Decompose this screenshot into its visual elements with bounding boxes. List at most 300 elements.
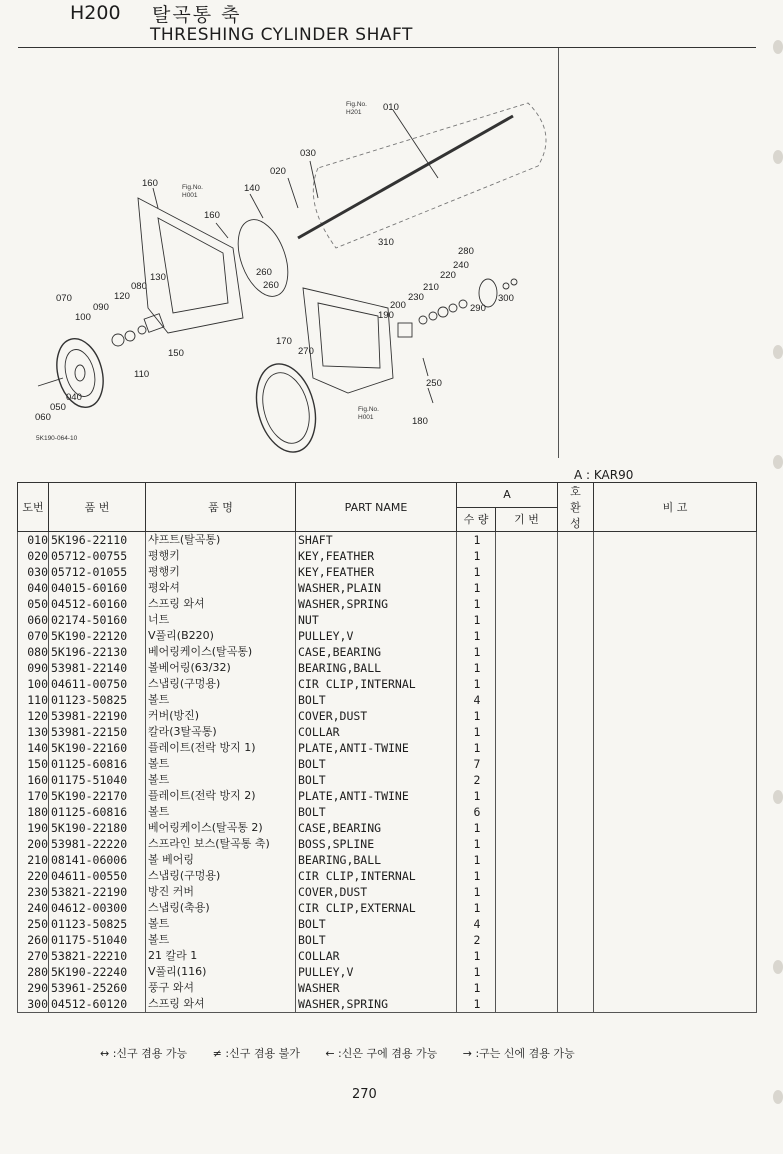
remarks-cell xyxy=(594,596,757,612)
qty-cell: 2 xyxy=(457,932,496,948)
qty-cell: 1 xyxy=(457,580,496,596)
svg-text:030: 030 xyxy=(300,148,316,159)
binder-hole xyxy=(773,1090,783,1104)
part-number-cell: 04611-00750 xyxy=(49,676,146,692)
name-korean-cell: 스냅링(축용) xyxy=(146,900,296,916)
svg-text:160: 160 xyxy=(142,178,158,189)
part-name-cell: SHAFT xyxy=(296,532,457,549)
remarks-cell xyxy=(594,996,757,1013)
exploded-parts-diagram xyxy=(18,48,558,458)
svg-text:260: 260 xyxy=(256,267,272,278)
base-cell xyxy=(496,644,558,660)
part-number-cell: 5K190-22170 xyxy=(49,788,146,804)
base-cell xyxy=(496,884,558,900)
remarks-cell xyxy=(594,980,757,996)
ref-no-cell: 050 xyxy=(18,596,49,612)
ref-no-cell: 160 xyxy=(18,772,49,788)
compat-cell xyxy=(558,820,594,836)
col-part-no: 품 번 xyxy=(49,483,146,532)
part-name-cell: CASE,BEARING xyxy=(296,820,457,836)
diagram-divider xyxy=(558,48,559,458)
base-cell xyxy=(496,836,558,852)
name-korean-cell: 베어링케이스(탈곡통 2) xyxy=(146,820,296,836)
col-part-name: PART NAME xyxy=(296,483,457,532)
name-korean-cell: 볼트 xyxy=(146,932,296,948)
part-number-cell: 01125-60816 xyxy=(49,756,146,772)
base-cell xyxy=(496,692,558,708)
part-name-cell: KEY,FEATHER xyxy=(296,548,457,564)
remarks-cell xyxy=(594,836,757,852)
model-note: A : KAR90 xyxy=(574,468,634,482)
part-name-cell: WASHER,PLAIN xyxy=(296,580,457,596)
compat-cell xyxy=(558,804,594,820)
table-row xyxy=(18,740,757,756)
svg-text:220: 220 xyxy=(440,270,456,281)
part-name-cell: BOLT xyxy=(296,932,457,948)
base-cell xyxy=(496,916,558,932)
svg-text:H201: H201 xyxy=(346,109,362,116)
svg-text:060: 060 xyxy=(35,412,51,423)
compat-cell xyxy=(558,900,594,916)
qty-cell: 1 xyxy=(457,644,496,660)
ref-no-cell: 180 xyxy=(18,804,49,820)
table-row xyxy=(18,868,757,884)
remarks-cell xyxy=(594,932,757,948)
base-cell xyxy=(496,740,558,756)
part-number-cell: 02174-50160 xyxy=(49,612,146,628)
name-korean-cell: V풀리(B220) xyxy=(146,628,296,644)
svg-text:080: 080 xyxy=(131,281,147,292)
part-number-cell: 04611-00550 xyxy=(49,868,146,884)
col-compat: 호환성 xyxy=(558,483,594,532)
part-number-cell: 5K190-22120 xyxy=(49,628,146,644)
part-name-cell: WASHER xyxy=(296,980,457,996)
table-row xyxy=(18,836,757,852)
ref-no-cell: 220 xyxy=(18,868,49,884)
remarks-cell xyxy=(594,788,757,804)
binder-hole xyxy=(773,345,783,359)
compat-cell xyxy=(558,964,594,980)
compat-cell xyxy=(558,692,594,708)
svg-text:190: 190 xyxy=(378,310,394,321)
remarks-cell xyxy=(594,900,757,916)
part-number-cell: 53821-22210 xyxy=(49,948,146,964)
table-row xyxy=(18,532,757,549)
qty-cell: 1 xyxy=(457,900,496,916)
table-row xyxy=(18,852,757,868)
name-korean-cell: 볼트 xyxy=(146,916,296,932)
compat-cell xyxy=(558,884,594,900)
table-row xyxy=(18,612,757,628)
part-name-cell: CIR CLIP,EXTERNAL xyxy=(296,900,457,916)
base-cell xyxy=(496,596,558,612)
base-cell xyxy=(496,548,558,564)
part-name-cell: WASHER,SPRING xyxy=(296,996,457,1013)
ref-no-cell: 300 xyxy=(18,996,49,1013)
part-number-cell: 04512-60160 xyxy=(49,596,146,612)
name-korean-cell: 플레이트(전락 방지 1) xyxy=(146,740,296,756)
compat-cell xyxy=(558,724,594,740)
compat-cell xyxy=(558,564,594,580)
table-row xyxy=(18,564,757,580)
binder-hole xyxy=(773,960,783,974)
part-name-cell: BOLT xyxy=(296,804,457,820)
name-korean-cell: 플레이트(전락 방지 2) xyxy=(146,788,296,804)
table-row xyxy=(18,900,757,916)
binder-hole xyxy=(773,455,783,469)
table-row xyxy=(18,788,757,804)
table-row xyxy=(18,676,757,692)
ref-no-cell: 100 xyxy=(18,676,49,692)
name-korean-cell: 볼트 xyxy=(146,692,296,708)
ref-no-cell: 010 xyxy=(18,532,49,549)
remarks-cell xyxy=(594,708,757,724)
name-korean-cell: 방진 커버 xyxy=(146,884,296,900)
table-row xyxy=(18,804,757,820)
part-number-cell: 5K196-22110 xyxy=(49,532,146,549)
qty-cell: 1 xyxy=(457,596,496,612)
remarks-cell xyxy=(594,772,757,788)
qty-cell: 7 xyxy=(457,756,496,772)
svg-text:130: 130 xyxy=(150,272,166,283)
remarks-cell xyxy=(594,756,757,772)
svg-text:H001: H001 xyxy=(358,414,374,421)
part-name-cell: COVER,DUST xyxy=(296,708,457,724)
part-number-cell: 5K190-22160 xyxy=(49,740,146,756)
qty-cell: 1 xyxy=(457,676,496,692)
legend-item: → :구는 신에 겸용 가능 xyxy=(462,1047,575,1060)
ref-no-cell: 170 xyxy=(18,788,49,804)
col-remarks: 비 고 xyxy=(594,483,757,532)
svg-text:100: 100 xyxy=(75,312,91,323)
base-cell xyxy=(496,724,558,740)
base-cell xyxy=(496,628,558,644)
part-name-cell: BOLT xyxy=(296,772,457,788)
svg-text:Fig.No.: Fig.No. xyxy=(346,101,367,108)
name-korean-cell: 스프라인 보스(탈곡통 축) xyxy=(146,836,296,852)
compat-cell xyxy=(558,532,594,549)
svg-text:300: 300 xyxy=(498,293,514,304)
legend-item: ↔ :신구 겸용 가능 xyxy=(100,1047,188,1060)
qty-cell: 1 xyxy=(457,740,496,756)
compat-cell xyxy=(558,644,594,660)
compat-cell xyxy=(558,980,594,996)
svg-text:020: 020 xyxy=(270,166,286,177)
compat-cell xyxy=(558,740,594,756)
name-korean-cell: 스냅링(구멍용) xyxy=(146,676,296,692)
name-korean-cell: 볼베어링(63/32) xyxy=(146,660,296,676)
table-row xyxy=(18,884,757,900)
binder-hole xyxy=(773,40,783,54)
name-korean-cell: 스프링 와셔 xyxy=(146,996,296,1013)
name-korean-cell: 커버(방진) xyxy=(146,708,296,724)
part-number-cell: 53981-22140 xyxy=(49,660,146,676)
part-number-cell: 01175-51040 xyxy=(49,932,146,948)
name-korean-cell: 스프링 와셔 xyxy=(146,596,296,612)
name-korean-cell: 평행키 xyxy=(146,564,296,580)
remarks-cell xyxy=(594,724,757,740)
part-number-cell: 04015-60160 xyxy=(49,580,146,596)
qty-cell: 1 xyxy=(457,532,496,549)
remarks-cell xyxy=(594,804,757,820)
part-number-cell: 5K196-22130 xyxy=(49,644,146,660)
qty-cell: 1 xyxy=(457,548,496,564)
part-number-cell: 08141-06006 xyxy=(49,852,146,868)
part-name-cell: BOLT xyxy=(296,692,457,708)
ref-no-cell: 040 xyxy=(18,580,49,596)
part-number-cell: 05712-00755 xyxy=(49,548,146,564)
remarks-cell xyxy=(594,692,757,708)
svg-text:160: 160 xyxy=(204,210,220,221)
svg-text:140: 140 xyxy=(244,183,260,194)
table-row xyxy=(18,980,757,996)
remarks-cell xyxy=(594,740,757,756)
svg-text:150: 150 xyxy=(168,348,184,359)
qty-cell: 1 xyxy=(457,852,496,868)
svg-text:210: 210 xyxy=(423,282,439,293)
remarks-cell xyxy=(594,868,757,884)
part-name-cell: KEY,FEATHER xyxy=(296,564,457,580)
svg-text:040: 040 xyxy=(66,392,82,403)
base-cell xyxy=(496,804,558,820)
qty-cell: 1 xyxy=(457,708,496,724)
ref-no-cell: 200 xyxy=(18,836,49,852)
qty-cell: 1 xyxy=(457,628,496,644)
ref-no-cell: 250 xyxy=(18,916,49,932)
table-row xyxy=(18,644,757,660)
part-name-cell: BEARING,BALL xyxy=(296,660,457,676)
part-number-cell: 01123-50825 xyxy=(49,916,146,932)
col-name-korean: 품 명 xyxy=(146,483,296,532)
part-number-cell: 05712-01055 xyxy=(49,564,146,580)
part-name-cell: CASE,BEARING xyxy=(296,644,457,660)
name-korean-cell: 평와셔 xyxy=(146,580,296,596)
compat-cell xyxy=(558,932,594,948)
table-header-row-1 xyxy=(18,483,757,508)
base-cell xyxy=(496,948,558,964)
svg-text:170: 170 xyxy=(276,336,292,347)
base-cell xyxy=(496,852,558,868)
base-cell xyxy=(496,868,558,884)
compat-cell xyxy=(558,676,594,692)
name-korean-cell: 평행키 xyxy=(146,548,296,564)
part-number-cell: 53961-25260 xyxy=(49,980,146,996)
svg-text:290: 290 xyxy=(470,303,486,314)
ref-no-cell: 280 xyxy=(18,964,49,980)
legend-item: ≠ :신구 겸용 불가 xyxy=(212,1047,300,1060)
parts-table-body xyxy=(18,532,757,1013)
remarks-cell xyxy=(594,644,757,660)
base-cell xyxy=(496,820,558,836)
base-cell xyxy=(496,996,558,1013)
name-korean-cell: 너트 xyxy=(146,612,296,628)
ref-no-cell: 070 xyxy=(18,628,49,644)
qty-cell: 1 xyxy=(457,820,496,836)
ref-no-cell: 260 xyxy=(18,932,49,948)
svg-text:250: 250 xyxy=(426,378,442,389)
base-cell xyxy=(496,756,558,772)
svg-text:090: 090 xyxy=(93,302,109,313)
col-base: 기 번 xyxy=(496,507,558,532)
table-row xyxy=(18,964,757,980)
ref-no-cell: 110 xyxy=(18,692,49,708)
part-name-cell: WASHER,SPRING xyxy=(296,596,457,612)
qty-cell: 6 xyxy=(457,804,496,820)
part-name-cell: COVER,DUST xyxy=(296,884,457,900)
name-korean-cell: 21 칼라 1 xyxy=(146,948,296,964)
svg-text:110: 110 xyxy=(134,369,150,380)
name-korean-cell: 스냅링(구멍용) xyxy=(146,868,296,884)
ref-no-cell: 140 xyxy=(18,740,49,756)
remarks-cell xyxy=(594,612,757,628)
compat-cell xyxy=(558,580,594,596)
base-cell xyxy=(496,532,558,549)
part-number-cell: 53821-22190 xyxy=(49,884,146,900)
qty-cell: 4 xyxy=(457,916,496,932)
table-row xyxy=(18,724,757,740)
part-number-cell: 53981-22220 xyxy=(49,836,146,852)
svg-text:120: 120 xyxy=(114,291,130,302)
svg-text:230: 230 xyxy=(408,292,424,303)
base-cell xyxy=(496,708,558,724)
remarks-cell xyxy=(594,964,757,980)
part-number-cell: 01125-60816 xyxy=(49,804,146,820)
svg-text:200: 200 xyxy=(390,300,406,311)
name-korean-cell: 샤프트(탈곡통) xyxy=(146,532,296,549)
compat-cell xyxy=(558,852,594,868)
compat-cell xyxy=(558,836,594,852)
svg-text:260: 260 xyxy=(263,280,279,291)
base-cell xyxy=(496,772,558,788)
compat-cell xyxy=(558,612,594,628)
name-korean-cell: V풀리(116) xyxy=(146,964,296,980)
qty-cell: 1 xyxy=(457,836,496,852)
qty-cell: 1 xyxy=(457,948,496,964)
qty-cell: 2 xyxy=(457,772,496,788)
col-qty: 수 량 xyxy=(457,507,496,532)
ref-no-cell: 290 xyxy=(18,980,49,996)
base-cell xyxy=(496,964,558,980)
base-cell xyxy=(496,788,558,804)
part-name-cell: COLLAR xyxy=(296,948,457,964)
table-row xyxy=(18,948,757,964)
title-english: THRESHING CYLINDER SHAFT xyxy=(150,25,413,45)
svg-text:5K190-064-10: 5K190-064-10 xyxy=(36,435,78,442)
part-name-cell: PLATE,ANTI-TWINE xyxy=(296,740,457,756)
ref-no-cell: 130 xyxy=(18,724,49,740)
compat-cell xyxy=(558,660,594,676)
page-number: 270 xyxy=(352,1087,377,1102)
part-name-cell: CIR CLIP,INTERNAL xyxy=(296,868,457,884)
ref-no-cell: 190 xyxy=(18,820,49,836)
base-cell xyxy=(496,660,558,676)
remarks-cell xyxy=(594,660,757,676)
base-cell xyxy=(496,980,558,996)
ref-no-cell: 090 xyxy=(18,660,49,676)
ref-no-cell: 270 xyxy=(18,948,49,964)
name-korean-cell: 볼트 xyxy=(146,804,296,820)
ref-no-cell: 060 xyxy=(18,612,49,628)
part-name-cell: BOLT xyxy=(296,916,457,932)
remarks-cell xyxy=(594,532,757,549)
remarks-cell xyxy=(594,916,757,932)
remarks-cell xyxy=(594,948,757,964)
table-row xyxy=(18,580,757,596)
base-cell xyxy=(496,612,558,628)
part-number-cell: 5K190-22180 xyxy=(49,820,146,836)
svg-text:050: 050 xyxy=(50,402,66,413)
table-row xyxy=(18,596,757,612)
part-name-cell: PULLEY,V xyxy=(296,628,457,644)
remarks-cell xyxy=(594,628,757,644)
name-korean-cell: 베어링케이스(탈곡통) xyxy=(146,644,296,660)
name-korean-cell: 풍구 와셔 xyxy=(146,980,296,996)
svg-text:180: 180 xyxy=(412,416,428,427)
compat-cell xyxy=(558,788,594,804)
ref-no-cell: 230 xyxy=(18,884,49,900)
compat-cell xyxy=(558,868,594,884)
qty-cell: 1 xyxy=(457,612,496,628)
qty-cell: 1 xyxy=(457,996,496,1013)
base-cell xyxy=(496,564,558,580)
part-name-cell: BOSS,SPLINE xyxy=(296,836,457,852)
svg-text:010: 010 xyxy=(383,102,399,113)
table-row xyxy=(18,756,757,772)
table-row xyxy=(18,660,757,676)
remarks-cell xyxy=(594,580,757,596)
col-ref-no: 도번 xyxy=(18,483,49,532)
svg-text:280: 280 xyxy=(458,246,474,257)
base-cell xyxy=(496,580,558,596)
section-code: H200 xyxy=(70,2,121,24)
svg-text:Fig.No.: Fig.No. xyxy=(182,184,203,191)
compat-cell xyxy=(558,772,594,788)
table-row xyxy=(18,708,757,724)
compat-cell xyxy=(558,548,594,564)
svg-text:H001: H001 xyxy=(182,192,198,199)
legend-item: ← :신은 구에 겸용 가능 xyxy=(325,1047,438,1060)
qty-cell: 1 xyxy=(457,868,496,884)
binder-hole xyxy=(773,790,783,804)
title-korean: 탈곡통 축 xyxy=(152,4,242,26)
base-cell xyxy=(496,900,558,916)
svg-text:240: 240 xyxy=(453,260,469,271)
ref-no-cell: 030 xyxy=(18,564,49,580)
svg-text:Fig.No.: Fig.No. xyxy=(358,406,379,413)
part-name-cell: PULLEY,V xyxy=(296,964,457,980)
remarks-cell xyxy=(594,548,757,564)
part-number-cell: 01123-50825 xyxy=(49,692,146,708)
ref-no-cell: 240 xyxy=(18,900,49,916)
table-row xyxy=(18,548,757,564)
name-korean-cell: 볼트 xyxy=(146,756,296,772)
compat-cell xyxy=(558,948,594,964)
base-cell xyxy=(496,932,558,948)
qty-cell: 1 xyxy=(457,980,496,996)
part-name-cell: BOLT xyxy=(296,756,457,772)
col-group-a: A xyxy=(457,483,558,508)
binder-hole xyxy=(773,150,783,164)
name-korean-cell: 칼라(3탈곡통) xyxy=(146,724,296,740)
compat-cell xyxy=(558,596,594,612)
compatibility-legend xyxy=(100,1045,597,1061)
ref-no-cell: 150 xyxy=(18,756,49,772)
table-row xyxy=(18,916,757,932)
part-number-cell: 53981-22150 xyxy=(49,724,146,740)
name-korean-cell: 볼트 xyxy=(146,772,296,788)
qty-cell: 4 xyxy=(457,692,496,708)
compat-cell xyxy=(558,708,594,724)
